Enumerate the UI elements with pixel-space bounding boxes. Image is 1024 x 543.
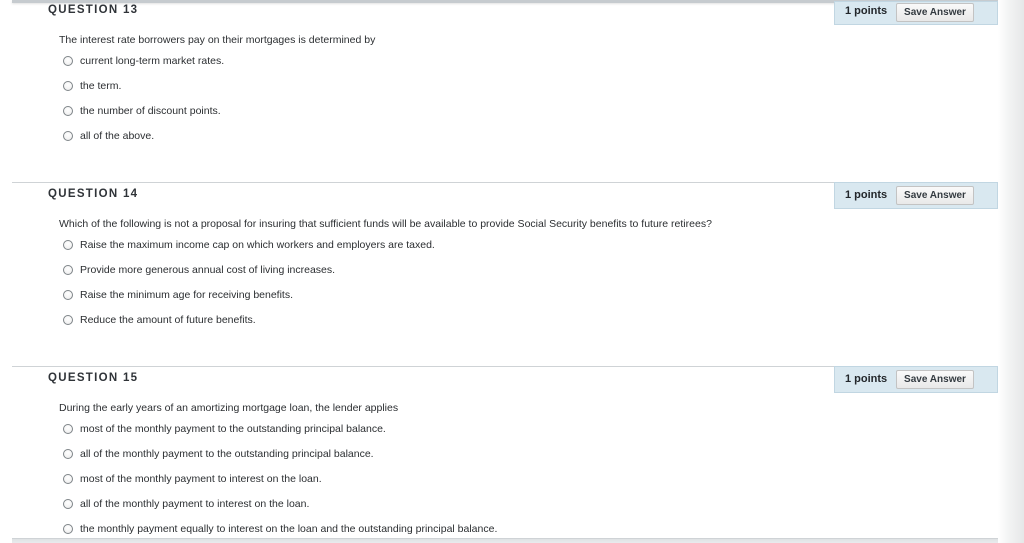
answer-option[interactable] [63,237,435,253]
page-bottom-divider [12,538,999,543]
points-panel [834,1,998,25]
question-header: QUESTION 15 [48,372,139,384]
question-text: The interest rate borrowers pay on their mortgages is determined by [59,34,376,46]
radio-button-icon[interactable] [63,424,73,434]
question-header: QUESTION 14 [48,188,139,200]
answer-option[interactable] [63,312,256,328]
answer-option-label: most of the monthly payment to the outstanding principal balance. [80,423,386,435]
question-text: During the early years of an amortizing mortgage loan, the lender applies [59,402,399,414]
radio-button-icon[interactable] [63,265,73,275]
answer-option[interactable] [63,287,293,303]
radio-button-icon[interactable] [63,240,73,250]
radio-button-icon[interactable] [63,290,73,300]
answer-option-label: Raise the minimum age for receiving benefits. [80,289,294,301]
radio-button-icon[interactable] [63,315,73,325]
points-label: 1 points [845,5,888,17]
radio-button-icon[interactable] [63,106,73,116]
answer-option[interactable] [63,103,221,119]
radio-button-icon[interactable] [63,56,73,66]
save-answer-button[interactable]: Save Answer [896,186,974,205]
answer-option-label: Provide more generous annual cost of living increases. [80,264,336,276]
question-14 [12,182,999,364]
radio-button-icon[interactable] [63,131,73,141]
answer-option-label: current long-term market rates. [80,55,225,67]
answer-option[interactable] [63,421,386,437]
window-edge-shadow [998,0,1024,543]
answer-option-label: Reduce the amount of future benefits. [80,314,256,326]
answer-option-label: all of the monthly payment to the outstanding principal balance. [80,448,374,460]
answer-option-label: all of the monthly payment to interest on the loan. [80,498,310,510]
points-label: 1 points [845,373,888,385]
radio-button-icon[interactable] [63,474,73,484]
answer-option[interactable] [63,471,322,487]
question-15 [12,366,999,538]
points-panel [834,366,998,393]
radio-button-icon[interactable] [63,499,73,509]
radio-button-icon[interactable] [63,449,73,459]
answer-option[interactable] [63,446,374,462]
answer-option-label: Raise the maximum income cap on which workers and employers are taxed. [80,239,435,251]
question-text: Which of the following is not a proposal for insuring that sufficient funds will be available to provide Social Security benefits to future retirees? [59,218,712,230]
answer-option-label: the term. [80,80,122,92]
answer-option-label: most of the monthly payment to interest on the loan. [80,473,322,485]
answer-option[interactable] [63,128,154,144]
answer-option[interactable] [63,262,335,278]
question-13 [12,2,999,180]
answer-option[interactable] [63,521,497,537]
question-header: QUESTION 13 [48,4,139,16]
points-panel [834,182,998,209]
radio-button-icon[interactable] [63,524,73,534]
radio-button-icon[interactable] [63,81,73,91]
answer-option-label: the number of discount points. [80,105,221,117]
answer-option[interactable] [63,78,121,94]
save-answer-button[interactable]: Save Answer [896,3,974,22]
answer-option-label: the monthly payment equally to interest on the loan and the outstanding principal balance. [80,523,498,535]
points-label: 1 points [845,189,888,201]
save-answer-button[interactable]: Save Answer [896,370,974,389]
answer-option-label: all of the above. [80,130,155,142]
answer-option[interactable] [63,496,309,512]
answer-option[interactable] [63,53,224,69]
